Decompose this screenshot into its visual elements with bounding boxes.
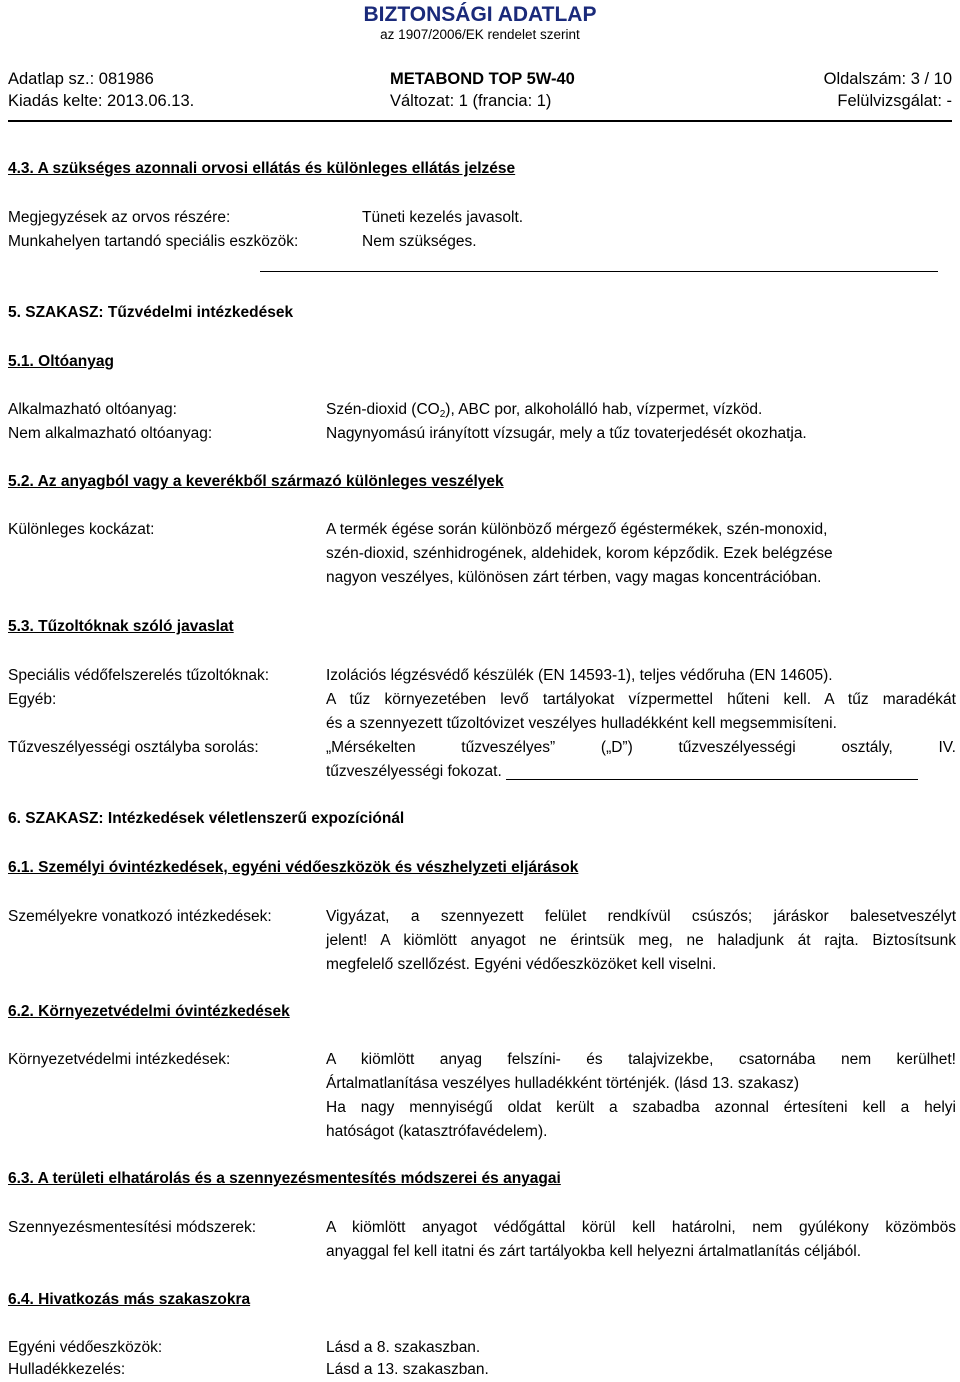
value-cleanup-line: A kiömlött anyagot védőgáttal körül kell határolni, nem gyúlékony közömbös (326, 1219, 956, 1236)
value-suitable-media: Szén-dioxid $(CO_2)$, ABC por, alkoholálló hab, vízpermet, vízköd. (326, 401, 763, 420)
page-number: Oldalszám: 3 / 10 (823, 70, 952, 88)
label-other: Egyéb: (8, 691, 57, 708)
document-subtitle: az 1907/2006/EK rendelet szerint (380, 27, 580, 42)
value-personal-measures-line: megfelelő szellőzést. Egyéni védőeszközöket kell viselni. (326, 956, 717, 973)
heading-4-3: 4.3. A szükséges azonnali orvosi ellátás és különleges ellátás jelzése (8, 160, 516, 177)
value-personal-measures-line: Vigyázat, a szennyezett felület rendkívül csúszós; járáskor balesetveszélyt (326, 908, 956, 925)
value-special-hazard-line: nagyon veszélyes, különösen zárt térben, vagy magas koncentrációban. (326, 569, 822, 586)
value-firefighter-equipment: Izolációs légzésvédő készülék (EN 14593-1), teljes védőruha (EN 14605). (326, 667, 833, 684)
value-waste-reference: Lásd a 13. szakaszban. (326, 1361, 489, 1378)
review-date: Felülvizsgálat: - (837, 92, 952, 110)
label-personal-measures: Személyekre vonatkozó intézkedések: (8, 908, 272, 925)
label-unsuitable-media: Nem alkalmazható oltóanyag: (8, 425, 213, 442)
label-ppe-reference: Egyéni védőeszközök: (8, 1339, 163, 1356)
label-physician-notes: Megjegyzések az orvos részére: (8, 209, 231, 226)
value-special-equipment: Nem szükséges. (362, 233, 477, 250)
heading-5-1: 5.1. Oltóanyag (8, 353, 114, 370)
value-environmental-line: hatóságot (katasztrófavédelem). (326, 1123, 548, 1140)
version: Változat: 1 (francia: 1) (390, 92, 552, 110)
heading-section-5: 5. SZAKASZ: Tűzvédelmi intézkedések (8, 304, 294, 321)
heading-6-2: 6.2. Környezetvédelmi óvintézkedések (8, 1003, 290, 1020)
header-divider (8, 120, 952, 122)
section-divider (506, 779, 918, 780)
value-environmental-line: Ártalmatlanítása veszélyes hulladékként történjék. (lásd 13. szakasz) (326, 1075, 799, 1092)
label-environmental-measures: Környezetvédelmi intézkedések: (8, 1051, 231, 1068)
label-special-equipment: Munkahelyen tartandó speciális eszközök: (8, 233, 299, 250)
label-firefighter-equipment: Speciális védőfelszerelés tűzoltóknak: (8, 667, 270, 684)
value-cleanup-line: anyaggal fel kell itatni és zárt tartályokba kell helyezni ártalmatlanítás céljából. (326, 1243, 862, 1260)
section-divider (260, 271, 938, 272)
value-environmental-line: Ha nagy mennyiségű oldat került a szabadba azonnal értesíteni kell a helyi (326, 1099, 956, 1116)
heading-6-4: 6.4. Hivatkozás más szakaszokra (8, 1291, 251, 1308)
value-fire-class-line: tűzveszélyességi fokozat. (326, 763, 502, 780)
value-personal-measures-line: jelent! A kiömlött anyagot ne érintsük meg, ne haladjunk át rajta. Biztosítsunk (326, 932, 956, 949)
heading-6-3: 6.3. A területi elhatárolás és a szennyezésmentesítés módszerei és anyagai (8, 1170, 561, 1187)
value-other-line: A tűz környezetében levő tartályokat vízpermettel hűteni kell. A tűz maradékát (326, 691, 956, 708)
heading-section-6: 6. SZAKASZ: Intézkedések véletlenszerű expozíciónál (8, 810, 405, 827)
issue-date: Kiadás kelte: 2013.06.13. (8, 92, 195, 110)
value-physician-notes: Tüneti kezelés javasolt. (362, 209, 524, 226)
label-fire-class: Tűzveszélyességi osztályba sorolás: (8, 739, 259, 756)
label-suitable-media: Alkalmazható oltóanyag: (8, 401, 177, 418)
value-unsuitable-media: Nagynyomású irányított vízsugár, mely a tűz tovaterjedését okozhatja. (326, 425, 807, 442)
heading-5-2: 5.2. Az anyagból vagy a keverékből származó különleges veszélyek (8, 473, 504, 490)
value-ppe-reference: Lásd a 8. szakaszban. (326, 1339, 481, 1356)
product-name: METABOND TOP 5W-40 (390, 70, 575, 88)
heading-6-1: 6.1. Személyi óvintézkedések, egyéni védőeszközök és vészhelyzeti eljárások (8, 859, 579, 876)
value-fire-class-line: „Mérsékelten tűzveszélyes” („D”) tűzveszélyességi osztály, IV. (326, 739, 956, 756)
sheet-number: Adatlap sz.: 081986 (8, 70, 154, 88)
value-special-hazard-line: A termék égése során különböző mérgező égéstermékek, szén-monoxid, (326, 521, 828, 538)
label-waste-reference: Hulladékkezelés: (8, 1361, 126, 1378)
value-other-line: és a szennyezett tűzoltóvizet veszélyes hulladékként kell megsemmisíteni. (326, 715, 837, 732)
heading-5-3: 5.3. Tűzoltóknak szóló javaslat (8, 618, 234, 635)
value-environmental-line: A kiömlött anyag felszíni- és talajvizekbe, csatornába nem kerülhet! (326, 1051, 956, 1068)
value-special-hazard-line: szén-dioxid, szénhidrogének, aldehidek, korom képződik. Ezek belégzése (326, 545, 833, 562)
label-cleanup-methods: Szennyezésmentesítési módszerek: (8, 1219, 257, 1236)
document-title: BIZTONSÁGI ADATLAP (363, 3, 597, 26)
label-special-hazard: Különleges kockázat: (8, 521, 155, 538)
